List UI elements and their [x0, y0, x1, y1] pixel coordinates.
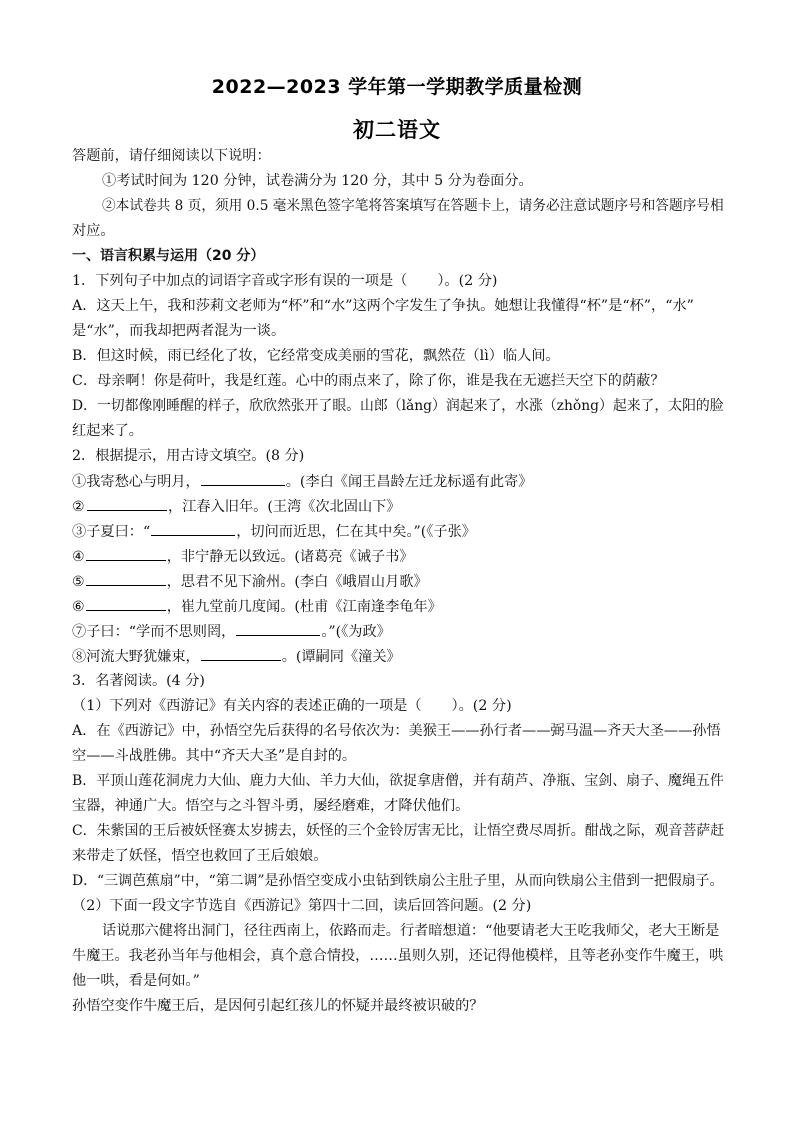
fill-blank[interactable]	[86, 546, 166, 561]
q3-part2-question: 孙悟空变作牛魔王后，是因何引起红孩儿的怀疑并最终被识破的？	[72, 998, 484, 1014]
item-marker-2: ②	[72, 499, 85, 515]
passage-line-1: 话说那六健将出洞门，径往西南上，依路而走。行者暗想道：“他要请老大王吃我师父，老大王断是	[102, 923, 720, 939]
q2-item-2-text: ，江春入旧年。(王湾《次北固山下》	[168, 499, 401, 515]
q2-item-6-text: ，崔九堂前几度闻。(杜甫《江南逢李龟年》	[166, 599, 442, 615]
passage-line-3: 他一哄，看是何如。”	[72, 973, 200, 989]
fill-blank[interactable]	[201, 646, 281, 661]
q2-item-5-text: ，思君不见下渝州。(李白《峨眉山月歌》	[166, 574, 428, 590]
exam-title: 2022—2023 学年第一学期教学质量检测	[211, 76, 583, 98]
instruction-item-2-line2: 对应。	[72, 223, 115, 239]
q2-item-5	[72, 571, 724, 592]
q2-item-8-text: ⑧河流大野犹嫌束，	[72, 649, 200, 665]
q2-item-4-text: ，非宁静无以致远。(诸葛亮《诫子书》	[166, 549, 414, 565]
q2-item-7-text: ⑦子曰：“学而不思则罔，	[72, 624, 236, 640]
subject-title: 初二语文	[353, 118, 441, 142]
q3-option-b-line1: B．平顶山莲花洞虎力大仙、鹿力大仙、羊力大仙，欲捉拿唐僧，并有葫芦、净瓶、宝剑、扇子、魔绳五件	[72, 773, 724, 789]
q2-item-2	[72, 496, 724, 517]
q3-part1-score: ）。(2 分)	[451, 698, 512, 714]
instruction-item-1: ①考试时间为 120 分钟，试卷满分为 120 分，其中 5 分为卷面分。	[102, 173, 533, 189]
q1-stem	[72, 271, 724, 291]
fill-blank[interactable]	[151, 521, 235, 536]
q3-option-a-line1: A．在《西游记》中，孙悟空先后获得的名号依次为：美猴王——孙行者——弼马温—齐天大圣——孙悟	[72, 723, 721, 739]
q2-item-1	[72, 471, 724, 492]
q1-stem-text: 1．下列句子中加点的词语字音或字形有误的一项是（	[72, 273, 408, 289]
q3-part1-text: （1）下列对《西游记》有关内容的表述正确的一项是（	[72, 698, 422, 714]
q2-item-7	[72, 621, 724, 642]
item-marker-4: ④	[72, 549, 85, 565]
q1-option-d-line2: 红起来了。	[72, 423, 143, 439]
fill-blank[interactable]	[201, 471, 285, 486]
q3-option-c-line2: 来带走了妖怪，悟空也救回了王后娘娘。	[72, 848, 328, 864]
q2-item-3	[72, 521, 724, 542]
instructions-intro: 答题前，请仔细阅读以下说明：	[72, 148, 271, 164]
q2-item-3-text: ③子夏曰：“	[72, 524, 151, 540]
q3-option-d: D．“三调芭蕉扇”中，“第二调”是孙悟空变成小虫钻到铁扇公主肚子里，从而向铁扇公主借到一把假扇子。	[72, 873, 724, 889]
item-marker-6: ⑥	[72, 599, 85, 615]
q1-option-c: C．母亲啊！你是荷叶，我是红莲。心中的雨点来了，除了你，谁是我在无遮拦天空下的荫蔽？	[72, 373, 665, 389]
q2-item-4	[72, 546, 724, 567]
q3-stem: 3．名著阅读。(4 分)	[72, 673, 205, 689]
q2-item-3-source: ，切问而近思，仁在其中矣。”(《子张》	[236, 524, 476, 540]
fill-blank[interactable]	[86, 571, 166, 586]
q3-part2-stem: （2）下面一段文字节选自《西游记》第四十二回，读后回答问题。(2 分)	[72, 898, 532, 914]
q2-item-8	[72, 646, 724, 667]
instruction-item-2-line1: ②本试卷共 8 页，须用 0.5 毫米黑色签字笔将答案填写在答题卡上，请务必注意试题序号和答题序号相	[102, 198, 724, 214]
q3-part1-stem	[72, 696, 724, 716]
section-heading: 一、语言积累与运用（20 分）	[72, 248, 265, 264]
item-marker-5: ⑤	[72, 574, 85, 590]
q1-option-a-line2: 是“水”，而我却把两者混为一谈。	[72, 323, 286, 339]
q2-item-7-source: 。”(《为政》	[321, 624, 391, 640]
q1-option-d-line1: D．一切都像刚睡醒的样子，欣欣然张开了眼。山郎（lǎng）润起来了，水涨（zhǒng）起来了，太阳的脸	[72, 398, 724, 414]
q1-stem-score: ）。(2 分)	[437, 273, 498, 289]
fill-blank[interactable]	[86, 596, 166, 611]
q1-option-a-line1: A．这天上午，我和莎莉文老师为“杯”和“水”这两个字发生了争执。她想让我懂得“杯”是“杯”，“水”	[72, 298, 694, 314]
q3-option-a-line2: 空——斗战胜佛。其中“齐天大圣”是自封的。	[72, 748, 357, 764]
q2-item-6	[72, 596, 724, 617]
q2-stem: 2．根据提示，用古诗文填空。(8 分)	[72, 448, 305, 464]
q2-item-1-text: ①我寄愁心与明月，	[72, 474, 200, 490]
q2-item-1-source: 。(李白《闻王昌龄左迁龙标遥有此寄》	[285, 474, 533, 490]
fill-blank[interactable]	[87, 496, 167, 511]
q3-option-b-line2: 宝器，神通广大。悟空与之斗智斗勇，屡经磨难，才降伏他们。	[72, 798, 470, 814]
q3-option-c-line1: C．朱紫国的王后被妖怪赛太岁掳去，妖怪的三个金铃厉害无比，让悟空费尽周折。酣战之际，观音菩萨赶	[72, 823, 725, 839]
q2-item-8-source: 。(谭嗣同《潼关》	[281, 649, 401, 665]
passage-line-2: 牛魔王。我老孙当年与他相会，真个意合情投，……虽则久别，还记得他模样，且等老孙变作牛魔王，哄	[72, 948, 724, 964]
fill-blank[interactable]	[236, 621, 320, 636]
q1-option-b: B．但这时候，雨已经化了妆，它经常变成美丽的雪花，飘然莅（lì）临人间。	[72, 348, 560, 364]
